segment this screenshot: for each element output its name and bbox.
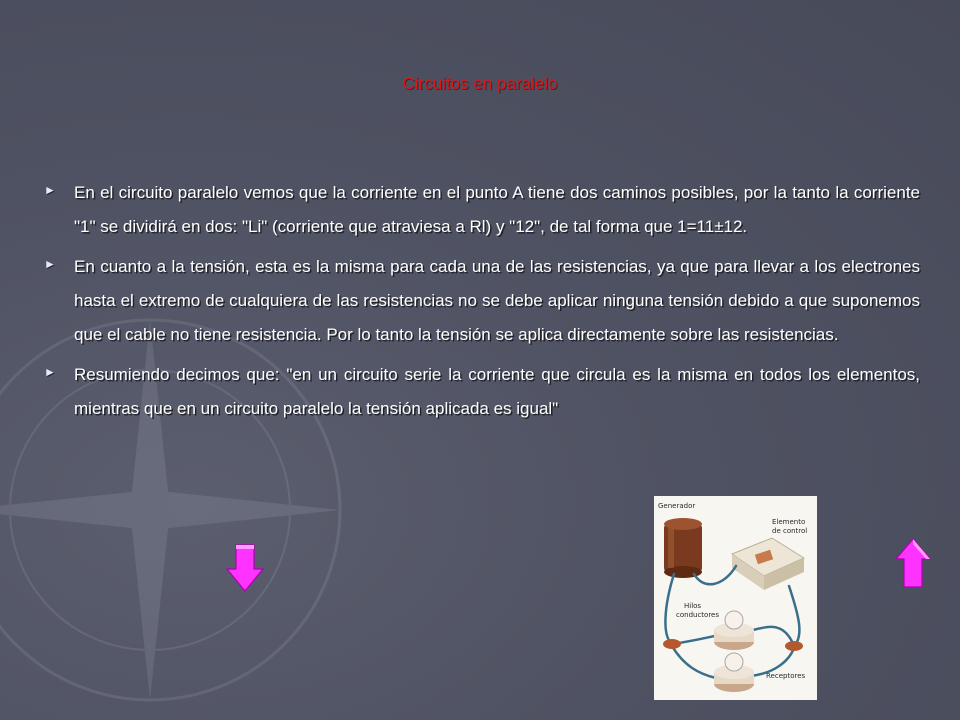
generator-drawing bbox=[664, 518, 702, 578]
bullet-text: Resumiendo decimos que: "en un circuito serie la corriente que circula es la misma en todos los elementos, mientras que en un circuito paralelo la tensión aplicada es igual" bbox=[74, 365, 920, 418]
slide-title: Circuitos en paralelo bbox=[402, 74, 558, 93]
label-receptores: Receptores bbox=[766, 672, 806, 680]
label-elemento: Elemento bbox=[772, 518, 806, 526]
bullet-list bbox=[44, 176, 920, 432]
triangle-right-icon: ► bbox=[44, 257, 56, 271]
triangle-right-icon: ► bbox=[44, 365, 56, 379]
bullet-item bbox=[44, 358, 920, 426]
arrow-up-icon bbox=[896, 539, 930, 587]
triangle-right-icon: ► bbox=[44, 183, 56, 197]
bullet-item bbox=[44, 250, 920, 352]
bullet-text: En el circuito paralelo vemos que la corriente en el punto A tiene dos caminos posibles, por la tanto la corriente "1" se dividirá en dos: "Li" (corriente que atraviesa a Rl) y "12", de tal forma que 1=11±12. bbox=[74, 183, 920, 236]
previous-slide-button[interactable] bbox=[894, 537, 932, 589]
arrow-down-icon bbox=[227, 545, 263, 591]
label-de-control: de control bbox=[772, 527, 808, 535]
label-conductores: conductores bbox=[676, 611, 720, 619]
bullet-item bbox=[44, 176, 920, 244]
bullet-text: En cuanto a la tensión, esta es la misma para cada una de las resistencias, ya que para llevar a los electrones hasta el extremo de cualquiera de las resistencias no se debe aplicar ninguna tensión debido a que suponemos que el cable no tiene resistencia. Por lo tanto la tensión se aplica directamente sobre las resistencias. bbox=[74, 257, 920, 344]
next-slide-button[interactable] bbox=[225, 543, 265, 593]
label-generador: Generador bbox=[658, 502, 696, 510]
label-hilos: Hilos bbox=[684, 602, 702, 610]
circuit-illustration bbox=[654, 496, 817, 700]
